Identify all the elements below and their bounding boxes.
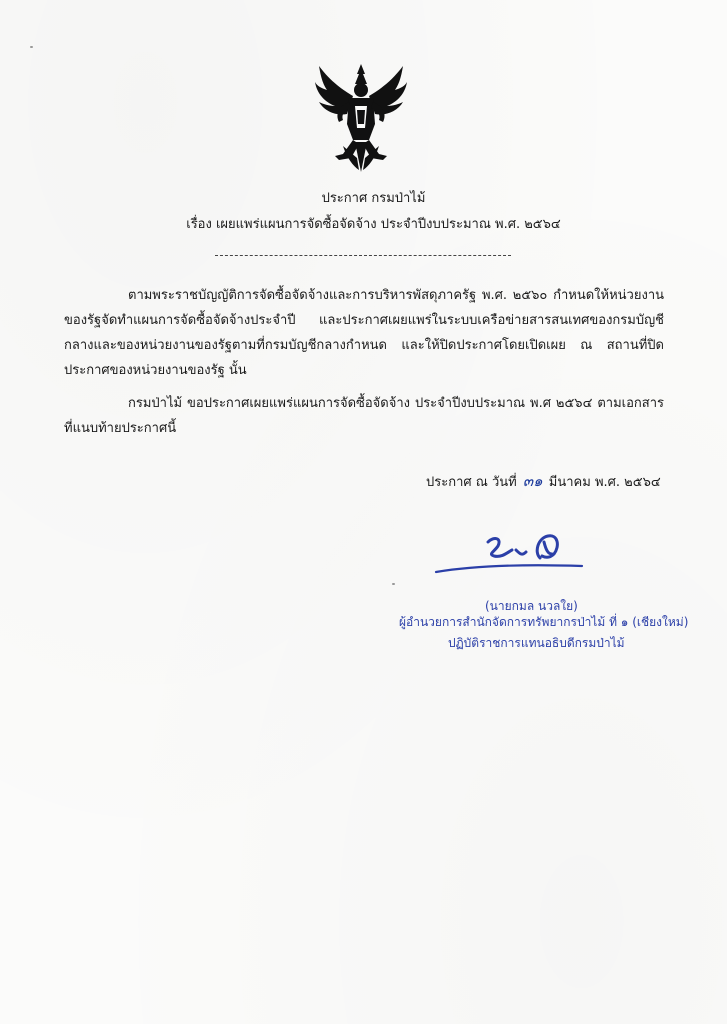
body-paragraph	[64, 391, 664, 441]
subject-heading: เรื่อง เผยแพร่แผนการจัดซื้อจัดจ้าง ประจำปีงบประมาณ พ.ศ. ๒๕๖๔	[186, 217, 561, 232]
body-paragraph-text: ตามพระราชบัญญัติการจัดซื้อจัดจ้างและการบริหารพัสดุภาครัฐ พ.ศ. ๒๕๖๐ กำหนดให้หน่วยงานของรัฐจัดทำแผนการจัดซื้อจัดจ้างประจำปี และประกาศเผยแพร่ในระบบเครือข่ายสารสนเทศของกรมบัญชีกลางและของหน่วยงานของรัฐตามที่กรมบัญชีกลางกำหนด และให้ปิดประกาศโดยเปิดเผย ณ สถานที่ปิดประกาศของหน่วยงานของรัฐ นั้น	[64, 288, 664, 378]
body-paragraph	[64, 283, 664, 383]
signer-acting-role: ปฏิบัติราชการแทนอธิบดีกรมป่าไม้	[448, 636, 625, 650]
dashed-divider	[215, 255, 511, 256]
date-day: ๓๑	[522, 472, 543, 490]
signer-position: ผู้อำนวยการสำนักจัดการทรัพยากรป่าไม้ ที่ ๑ (เชียงใหม่)	[399, 615, 689, 629]
paper-speck	[30, 46, 33, 48]
announcement-date	[426, 471, 661, 493]
paper-speck	[392, 583, 395, 585]
garuda-emblem-icon	[313, 62, 409, 174]
date-month-year: มีนาคม พ.ศ. ๒๕๖๔	[548, 475, 661, 490]
signer-name: (นายกมล นวลใย)	[485, 599, 578, 613]
date-prefix: ประกาศ ณ วันที่	[426, 475, 517, 490]
body-paragraph-text: กรมป่าไม้ ขอประกาศเผยแพร่แผนการจัดซื้อจัดจ้าง ประจำปีงบประมาณ พ.ศ ๒๕๖๔ ตามเอกสารที่แนบท้ายประกาศนี้	[64, 396, 664, 436]
issuer-heading: ประกาศ กรมป่าไม้	[321, 191, 426, 206]
handwritten-signature-icon	[432, 528, 592, 578]
